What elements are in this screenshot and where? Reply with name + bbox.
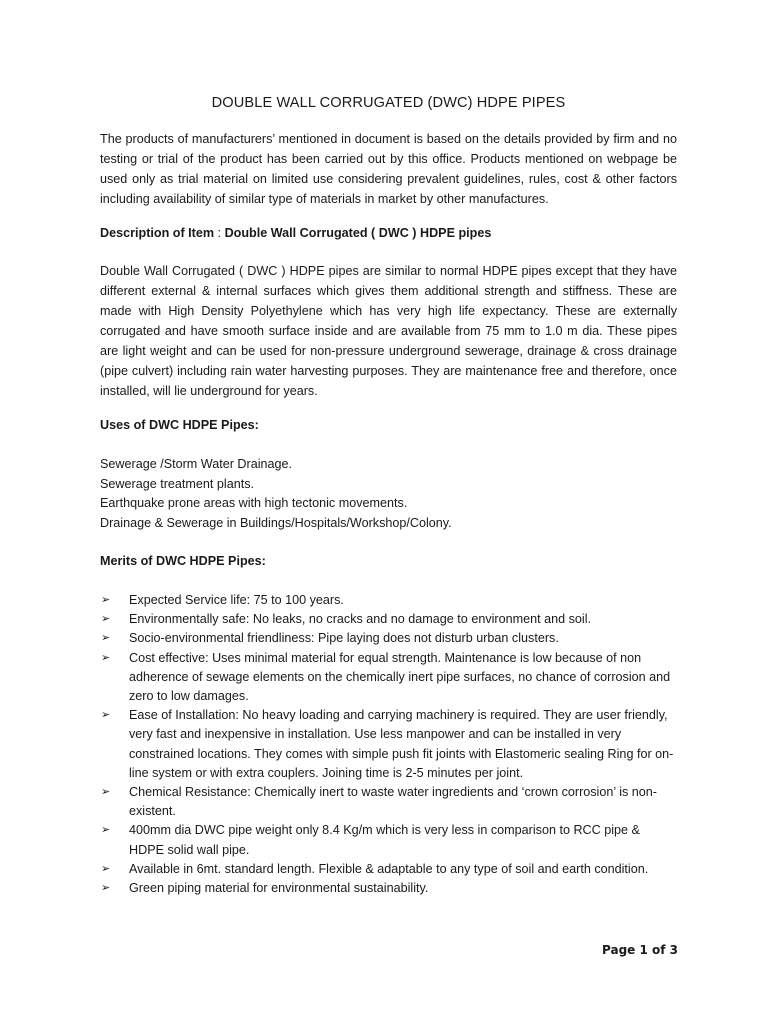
merit-text: Chemical Resistance: Chemically inert to waste water ingredients and ‘crown corrosion’ is non-existent. [129,785,657,819]
arrow-bullet-icon: ➢ [101,862,111,875]
description-label: Description of Item [100,226,215,240]
list-item: Sewerage treatment plants. [100,476,255,491]
list-item [100,706,677,783]
uses-list [100,455,677,533]
merit-text: Socio-environmental friendliness: Pipe laying does not disturb urban clusters. [129,631,559,646]
list-item [100,879,677,898]
list-item [100,649,677,707]
arrow-bullet-icon: ➢ [101,709,111,722]
uses-heading: Uses of DWC HDPE Pipes: [100,418,259,432]
arrow-bullet-icon: ➢ [101,824,111,837]
description-line [100,223,677,243]
merits-list [100,591,677,898]
list-item [100,629,677,648]
merit-text: 400mm dia DWC pipe weight only 8.4 Kg/m which is very less in comparison to RCC pipe & HDPE solid wall pipe. [129,823,640,857]
arrow-bullet-icon: ➢ [101,786,111,799]
description-value: Double Wall Corrugated ( DWC ) HDPE pipes [224,226,492,240]
merit-text: Expected Service life: 75 to 100 years. [129,593,344,607]
arrow-bullet-icon: ➢ [101,882,111,895]
merit-text: Green piping material for environmental sustainability. [129,881,429,896]
list-item [100,783,677,821]
document-title: DOUBLE WALL CORRUGATED (DWC) HDPE PIPES [211,95,566,111]
list-item: Earthquake prone areas with high tectonic movements. [100,496,408,510]
arrow-bullet-icon: ➢ [101,594,111,606]
list-item: Sewerage /Storm Water Drainage. [100,457,293,471]
description-separator: : [214,226,225,240]
merit-text: Cost effective: Uses minimal material for equal strength. Maintenance is low because of non adherence of sewage elements on the chemically inert pipe surfaces, no chance of corrosion and zero to low damages. [129,650,671,704]
disclaimer-paragraph: The products of manufacturers’ mentioned in document is based on the details provided by firm and no testing or trial of the product has been carried out by this office. Products mentioned on webpage be used only as trial material on limited use considering prevalent guidelines, rules, cost & other factors including availability of similar type of materials in market by other manufactures. [100,132,677,206]
merit-text: Environmentally safe: No leaks, no cracks and no damage to environment and soil. [129,612,592,627]
list-item [100,610,677,629]
list-item [100,860,677,879]
list-item: Drainage & Sewerage in Buildings/Hospitals/Workshop/Colony. [100,515,452,530]
arrow-bullet-icon: ➢ [101,613,111,626]
page-number: Page 1 of 3 [602,943,678,957]
arrow-bullet-icon: ➢ [101,651,111,664]
list-item [100,821,677,859]
description-paragraph: Double Wall Corrugated ( DWC ) HDPE pipes are similar to normal HDPE pipes except that they have different external & internal surfaces which gives them additional strength and stiffness. These are made with High Density Polyethylene which has very high life expectancy. These are externally corrugated and have smooth surface inside and are available from 75 mm to 1.0 m dia. These pipes are light weight and can be used for non-pressure underground sewerage, drainage & cross drainage (pipe culvert) including rain water harvesting purposes. They are maintenance free and therefore, once installed, will lie underground for years. [100,264,677,398]
list-item [100,591,677,610]
arrow-bullet-icon: ➢ [101,632,111,645]
merit-text: Ease of Installation: No heavy loading and carrying machinery is required. They are user friendly, very fast and inexpensive in installation. Use less manpower and can be installed in very constrained locations. They comes with simple push fit joints with Elastomeric sealing Ring for on-line system or with extra couplers. Joining time is 2-5 minutes per joint. [129,708,674,780]
merits-heading: Merits of DWC HDPE Pipes: [100,554,266,568]
merit-text: Available in 6mt. standard length. Flexible & adaptable to any type of soil and earth condition. [129,861,649,876]
document-body [100,93,677,898]
